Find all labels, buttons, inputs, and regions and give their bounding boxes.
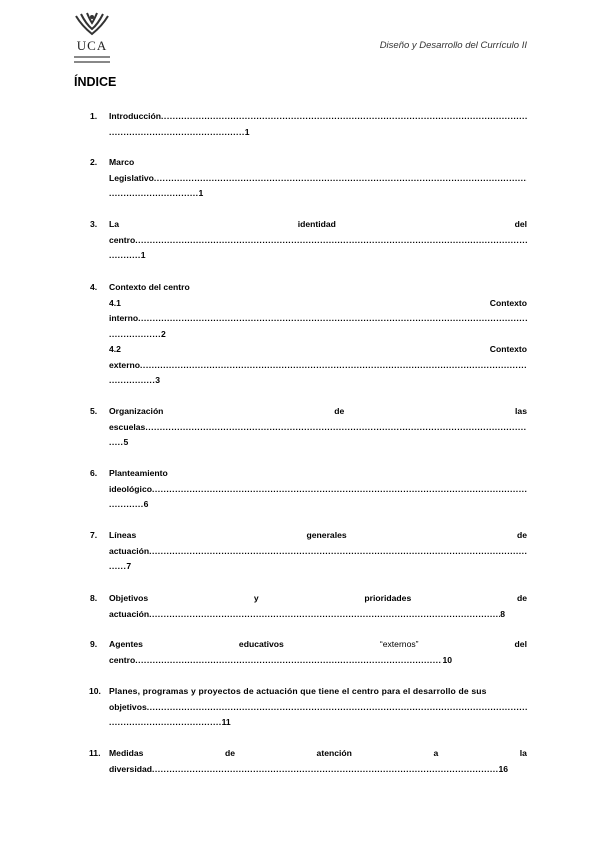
toc-entry-title: Marco xyxy=(109,157,135,167)
toc-page-number: 3 xyxy=(155,375,160,385)
toc-number: 6. xyxy=(90,468,98,478)
toc-number: 11. xyxy=(89,748,101,758)
toc-entry-title: Contexto del centro xyxy=(109,282,190,292)
toc-number: 1. xyxy=(90,111,98,121)
toc-number: 5. xyxy=(90,406,98,416)
toc-page-number: 1 xyxy=(140,250,146,260)
toc-number: 9. xyxy=(90,639,98,649)
document-header-title: Diseño y Desarrollo del Currículo II xyxy=(379,40,527,51)
toc-page-number: 16 xyxy=(498,763,508,774)
toc-number: 10. xyxy=(89,686,101,696)
toc-page-number: 6 xyxy=(143,499,149,509)
toc-page-number: 10 xyxy=(442,654,452,665)
toc-entry-title: Planteamiento xyxy=(109,468,168,478)
toc-page-number: 8 xyxy=(500,608,505,619)
toc-subentry-4-1[interactable]: 4.1 Contexto xyxy=(109,297,527,308)
toc-number: 4. xyxy=(90,282,98,292)
index-title: ÍNDICE xyxy=(74,75,117,89)
logo-emblem-icon xyxy=(72,12,112,38)
toc-number: 3. xyxy=(90,219,98,229)
toc-subentry-4-2[interactable]: 4.2 Contexto xyxy=(109,344,527,354)
toc-page-number: 11 xyxy=(221,717,231,727)
toc-page-number: 5 xyxy=(123,437,129,447)
logo-text: UCA xyxy=(76,38,108,53)
toc-page-number: 2 xyxy=(160,328,166,339)
university-logo xyxy=(72,12,112,64)
toc-entry-title: Planes, programas y proyectos de actuación que tiene el centro para el desarrollo de sus xyxy=(109,686,487,696)
toc-number: 2. xyxy=(90,157,98,167)
toc-entry-title: Introducción xyxy=(109,111,162,121)
toc-page-number: 1 xyxy=(244,126,250,137)
logo-subline xyxy=(74,61,110,63)
toc-page-number: 1 xyxy=(198,188,204,198)
toc-page-number: 7 xyxy=(126,561,132,571)
logo-subline xyxy=(74,56,110,58)
toc-number: 8. xyxy=(90,593,98,603)
toc-number: 7. xyxy=(90,530,98,540)
